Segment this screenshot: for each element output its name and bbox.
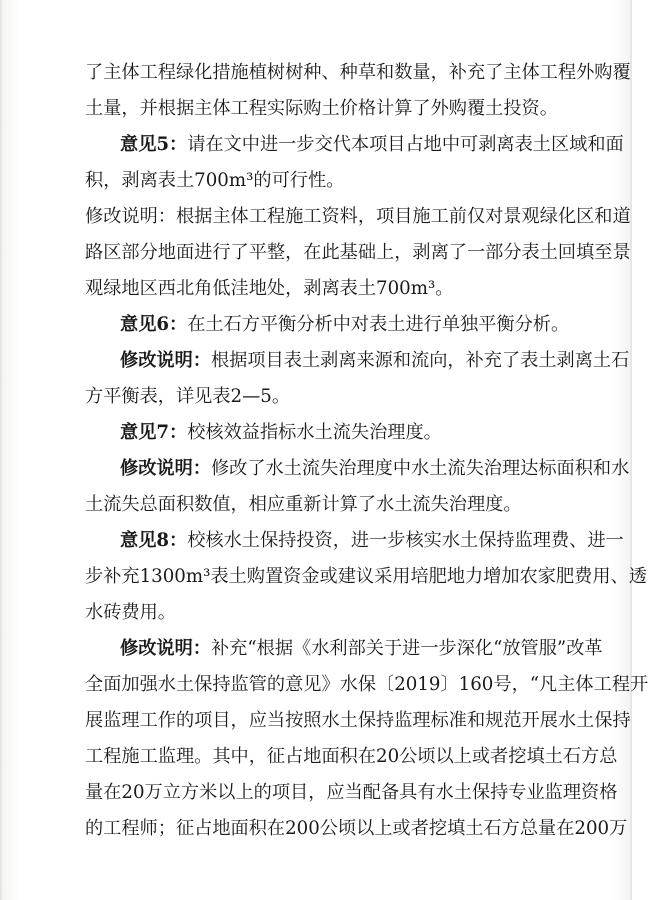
line-text: 量在20万立方米以上的项目，应当配备具有水土保持专业监理资格 bbox=[85, 782, 618, 803]
line-text: 观绿地区西北角低洼地处，剥离表土700m³。 bbox=[85, 278, 454, 299]
text-line bbox=[85, 739, 618, 775]
revision-8-line bbox=[120, 631, 603, 667]
opinion-label: 意见8： bbox=[120, 530, 188, 551]
text-line bbox=[85, 811, 628, 847]
text-line bbox=[85, 379, 585, 415]
line-text: 补充“根据《水利部关于进一步深化“放管服”改革 bbox=[210, 638, 603, 659]
line-text: 修改了水土流失治理度中水土流失治理达标面积和水 bbox=[210, 458, 630, 479]
opinion-label: 意见5： bbox=[120, 134, 188, 155]
revision-5-line bbox=[85, 199, 631, 235]
line-text: 方平衡表，详见表2—5。 bbox=[85, 386, 291, 407]
line-text: 校核效益指标水土流失治理度。 bbox=[187, 422, 442, 443]
line-text: 的工程师；征占地面积在200公顷以上或者挖填土石方总量在200万 bbox=[85, 818, 628, 839]
text-line bbox=[85, 55, 631, 91]
text-line bbox=[85, 271, 585, 307]
line-text: 积，剥离表土700m³的可行性。 bbox=[85, 170, 345, 191]
line-text: 在土石方平衡分析中对表土进行单独平衡分析。 bbox=[187, 314, 570, 335]
opinion-6-line bbox=[120, 307, 585, 343]
line-text: 路区部分地面进行了平整，在此基础上，剥离了一部分表土回填至景 bbox=[85, 242, 631, 263]
text-line bbox=[85, 91, 585, 127]
line-text: 校核水土保持投资，进一步核实水土保持监理费、进一 bbox=[187, 530, 624, 551]
line-text: 根据主体工程施工资料，项目施工前仅对景观绿化区和道 bbox=[175, 206, 631, 227]
opinion-label: 意见6： bbox=[120, 314, 188, 335]
line-text: 水砖费用。 bbox=[85, 602, 176, 623]
revision-label: 修改说明： bbox=[120, 350, 211, 371]
line-text: 全面加强水土保持监管的意见》水保〔2019〕160号，“凡主体工程开 bbox=[85, 674, 648, 695]
text-line bbox=[85, 667, 648, 703]
line-text: 土流失总面积数值，相应重新计算了水土流失治理度。 bbox=[85, 494, 522, 515]
revision-label: 修改说明： bbox=[85, 206, 176, 227]
text-line bbox=[85, 487, 585, 523]
text-line bbox=[85, 595, 585, 631]
line-text: 展监理工作的项目，应当按照水土保持监理标准和规范开展水土保持 bbox=[85, 710, 631, 731]
text-line bbox=[85, 775, 618, 811]
opinion-5-line bbox=[120, 127, 624, 163]
revision-label: 修改说明： bbox=[120, 458, 211, 479]
line-text: 步补充1300m³表土购置资金或建议采用培肥地力增加农家肥费用、透 bbox=[85, 566, 647, 587]
revision-7-line bbox=[120, 451, 630, 487]
text-line bbox=[85, 559, 647, 595]
line-text: 根据项目表土剥离来源和流向，补充了表土剥离土石 bbox=[210, 350, 630, 371]
text-line bbox=[85, 163, 585, 199]
opinion-8-line bbox=[120, 523, 624, 559]
line-text: 工程施工监理。其中，征占地面积在20公顷以上或者挖填土石方总 bbox=[85, 746, 618, 767]
line-text: 请在文中进一步交代本项目占地中可剥离表土区域和面 bbox=[187, 134, 624, 155]
line-text: 了主体工程绿化措施植树树种、种草和数量，补充了主体工程外购覆 bbox=[85, 62, 631, 83]
text-line bbox=[85, 235, 631, 271]
text-line bbox=[85, 703, 631, 739]
line-text: 土量，并根据主体工程实际购土价格计算了外购覆土投资。 bbox=[85, 98, 558, 119]
revision-label: 修改说明： bbox=[120, 638, 211, 659]
revision-6-line bbox=[120, 343, 630, 379]
opinion-7-line bbox=[120, 415, 585, 451]
opinion-label: 意见7： bbox=[120, 422, 188, 443]
